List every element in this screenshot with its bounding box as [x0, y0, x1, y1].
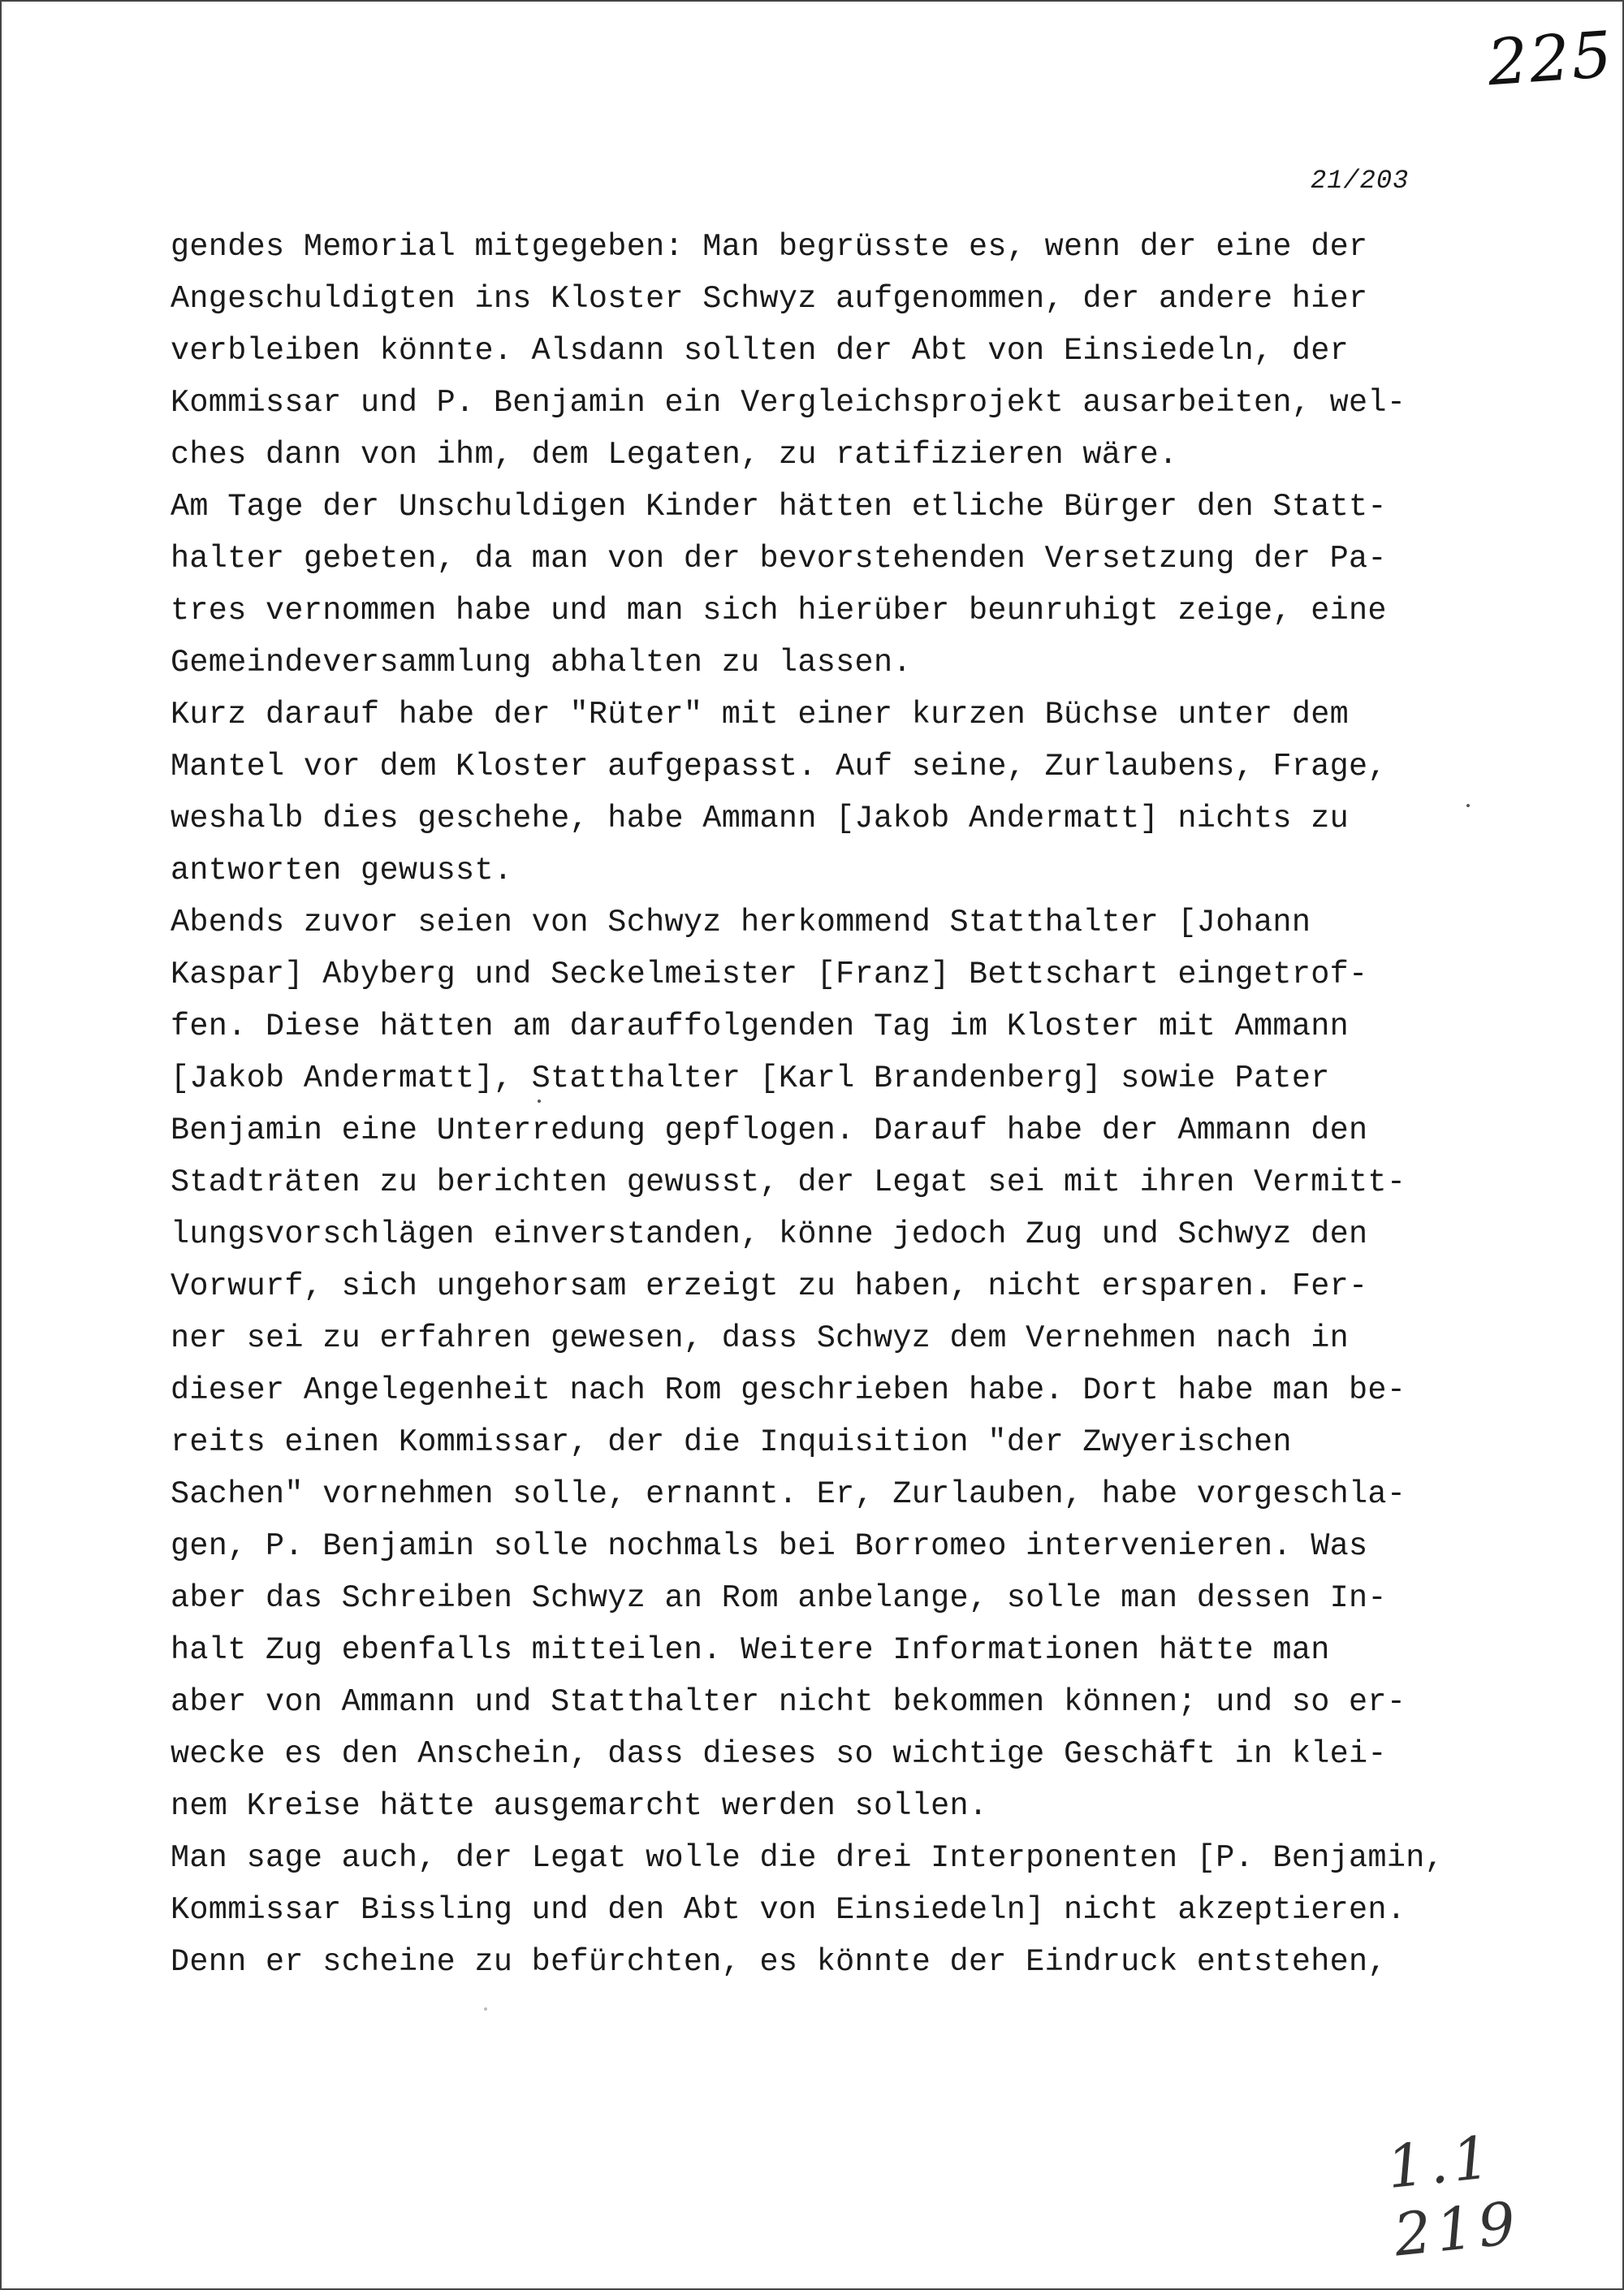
archive-stamp-handwritten: 1.1 219 — [1384, 2122, 1524, 2270]
text-line: lungsvorschlägen einverstanden, könne jedoch Zug und Schwyz den — [171, 1216, 1368, 1252]
text-line: Kommissar und P. Benjamin ein Vergleichsprojekt ausarbeiten, wel- — [171, 385, 1406, 421]
text-line: tres vernommen habe und man sich hierüber beunruhigt zeige, eine — [171, 593, 1387, 629]
text-line: reits einen Kommissar, der die Inquisition "der Zwyerischen — [171, 1424, 1292, 1460]
folio-number-handwritten: 225 — [1485, 18, 1616, 101]
text-line: halter gebeten, da man von der bevorstehenden Versetzung der Pa- — [171, 541, 1387, 577]
scan-speck — [538, 1100, 541, 1103]
text-line: [Jakob Andermatt], Statthalter [Karl Brandenberg] sowie Pater — [171, 1061, 1330, 1096]
text-line: dieser Angelegenheit nach Rom geschrieben habe. Dort habe man be- — [171, 1372, 1406, 1408]
text-line: Kurz darauf habe der "Rüter" mit einer kurzen Büchse unter dem — [171, 697, 1350, 732]
text-line: weshalb dies geschehe, habe Ammann [Jakob Andermatt] nichts zu — [171, 801, 1350, 836]
text-line: verbleiben könnte. Alsdann sollten der Abt von Einsiedeln, der — [171, 333, 1350, 369]
text-line: Stadträten zu berichten gewusst, der Legat sei mit ihren Vermitt- — [171, 1164, 1406, 1200]
text-line: Man sage auch, der Legat wolle die drei Interponenten [P. Benjamin, — [171, 1840, 1445, 1876]
text-line: aber von Ammann und Statthalter nicht bekommen können; und so er- — [171, 1684, 1406, 1720]
text-line: Am Tage der Unschuldigen Kinder hätten etliche Bürger den Statt- — [171, 489, 1387, 525]
text-line: gen, P. Benjamin solle nochmals bei Borromeo intervenieren. Was — [171, 1528, 1368, 1564]
text-line: Sachen" vornehmen solle, ernannt. Er, Zurlauben, habe vorgeschla- — [171, 1476, 1406, 1512]
text-line: ner sei zu erfahren gewesen, dass Schwyz dem Vernehmen nach in — [171, 1320, 1350, 1356]
text-line: Benjamin eine Unterredung gepflogen. Darauf habe der Ammann den — [171, 1113, 1368, 1148]
scan-speck — [1466, 804, 1470, 807]
text-line: fen. Diese hätten am darauffolgenden Tag im Kloster mit Ammann — [171, 1009, 1350, 1044]
text-line: nem Kreise hätte ausgemarcht werden sollen. — [171, 1788, 988, 1824]
text-line: ches dann von ihm, dem Legaten, zu ratifizieren wäre. — [171, 437, 1178, 473]
text-line: Kaspar] Abyberg und Seckelmeister [Franz] Bettschart eingetrof- — [171, 957, 1368, 992]
text-line: Vorwurf, sich ungehorsam erzeigt zu haben, nicht ersparen. Fer- — [171, 1268, 1368, 1304]
text-line: Denn er scheine zu befürchten, es könnte der Eindruck entstehen, — [171, 1944, 1387, 1980]
text-line: Angeschuldigten ins Kloster Schwyz aufgenommen, der andere hier — [171, 281, 1368, 317]
text-line: gendes Memorial mitgegeben: Man begrüsste es, wenn der eine der — [171, 229, 1368, 265]
scan-speck — [484, 2007, 487, 2011]
text-line: Mantel vor dem Kloster aufgepasst. Auf seine, Zurlaubens, Frage, — [171, 749, 1387, 784]
text-line: wecke es den Anschein, dass dieses so wichtige Geschäft in klei- — [171, 1736, 1387, 1772]
text-line: Kommissar Bissling und den Abt von Einsiedeln] nicht akzeptieren. — [171, 1892, 1406, 1928]
document-reference: 21/203 — [1311, 166, 1410, 196]
text-line: aber das Schreiben Schwyz an Rom anbelange, solle man dessen In- — [171, 1580, 1387, 1616]
text-line: antworten gewusst. — [171, 853, 513, 888]
text-line: Abends zuvor seien von Schwyz herkommend Statthalter [Johann — [171, 905, 1311, 940]
text-line: Gemeindeversammlung abhalten zu lassen. — [171, 645, 912, 681]
text-line: halt Zug ebenfalls mitteilen. Weitere Informationen hätte man — [171, 1632, 1330, 1668]
body-text — [171, 221, 1551, 1988]
